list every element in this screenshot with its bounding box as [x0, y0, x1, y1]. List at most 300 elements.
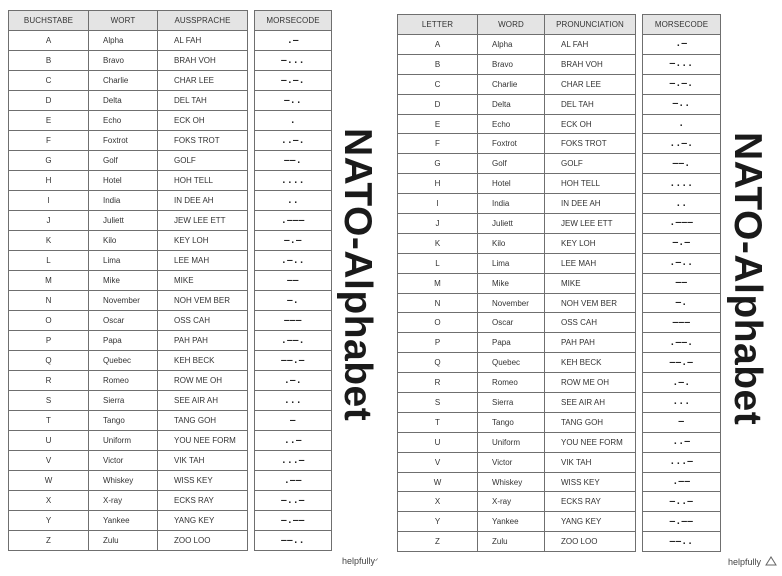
table-row — [398, 532, 636, 552]
cell-word: Kilo — [89, 231, 158, 251]
cell-pronunciation: KEY LOH — [545, 233, 636, 253]
cell-morse: ..–. — [255, 131, 332, 151]
cell-morse: .––– — [643, 214, 721, 234]
cell-letter: K — [398, 233, 478, 253]
table-row — [255, 51, 332, 71]
cell-pronunciation: DEL TAH — [545, 94, 636, 114]
cell-pronunciation: PAH PAH — [158, 331, 248, 351]
table-row — [398, 313, 636, 333]
table-row — [255, 231, 332, 251]
cell-letter: Z — [9, 531, 89, 551]
cell-word: Oscar — [478, 313, 545, 333]
cell-letter: W — [398, 472, 478, 492]
cell-morse: ––. — [643, 154, 721, 174]
header-word: WORD — [478, 15, 545, 35]
cell-pronunciation: DEL TAH — [158, 91, 248, 111]
cell-morse: . — [643, 114, 721, 134]
cell-letter: C — [398, 74, 478, 94]
table-row — [643, 492, 721, 512]
cell-morse: –..– — [255, 491, 332, 511]
cell-morse: .–. — [255, 371, 332, 391]
cell-letter: U — [9, 431, 89, 451]
table-row — [643, 313, 721, 333]
table-row — [398, 432, 636, 452]
cell-pronunciation: AL FAH — [158, 31, 248, 51]
table-row — [643, 353, 721, 373]
cell-morse: ––.. — [255, 531, 332, 551]
cell-word: Juliett — [478, 214, 545, 234]
cell-morse: .–. — [643, 373, 721, 393]
cell-letter: M — [9, 271, 89, 291]
cell-letter: D — [9, 91, 89, 111]
cell-letter: R — [398, 373, 478, 393]
sheet-english — [390, 0, 782, 576]
cell-morse: ––– — [255, 311, 332, 331]
cell-word: November — [89, 291, 158, 311]
cell-letter: O — [9, 311, 89, 331]
cell-letter: A — [9, 31, 89, 51]
table-row — [255, 491, 332, 511]
cell-word: Quebec — [478, 353, 545, 373]
cell-morse: –.–. — [255, 71, 332, 91]
cell-morse: ––.– — [643, 353, 721, 373]
table-row — [255, 331, 332, 351]
cell-morse: .... — [255, 171, 332, 191]
table-row — [9, 91, 248, 111]
nato-table-english — [397, 14, 636, 552]
cell-letter: T — [398, 412, 478, 432]
vertical-title: NATO-Alphabet — [726, 132, 769, 426]
cell-pronunciation: KEH BECK — [545, 353, 636, 373]
cell-word: Alpha — [478, 35, 545, 55]
cell-morse: .– — [255, 31, 332, 51]
table-row — [398, 492, 636, 512]
table-row — [643, 512, 721, 532]
cell-letter: C — [9, 71, 89, 91]
cell-pronunciation: MIKE — [545, 273, 636, 293]
cell-word: Whiskey — [89, 471, 158, 491]
cell-letter: G — [398, 154, 478, 174]
table-row — [398, 174, 636, 194]
cell-word: Bravo — [89, 51, 158, 71]
cell-morse: –.– — [643, 233, 721, 253]
cell-morse: – — [255, 411, 332, 431]
table-row — [9, 471, 248, 491]
table-row — [255, 431, 332, 451]
cell-letter: I — [398, 194, 478, 214]
cell-letter: Q — [398, 353, 478, 373]
cell-morse: –..– — [643, 492, 721, 512]
cell-pronunciation: OSS CAH — [158, 311, 248, 331]
table-row — [9, 411, 248, 431]
header-letter: LETTER — [398, 15, 478, 35]
header-pronunciation: PRONUNCIATION — [545, 15, 636, 35]
table-row — [398, 293, 636, 313]
cell-letter: F — [9, 131, 89, 151]
cell-letter: X — [398, 492, 478, 512]
table-row — [643, 194, 721, 214]
cell-morse: –.–– — [255, 511, 332, 531]
cell-morse: .–.. — [255, 251, 332, 271]
table-row — [9, 431, 248, 451]
header-morse: MORSECODE — [643, 15, 721, 35]
cell-letter: H — [398, 174, 478, 194]
table-row — [255, 211, 332, 231]
cell-morse: –.. — [643, 94, 721, 114]
table-row — [398, 194, 636, 214]
table-row — [643, 134, 721, 154]
cell-pronunciation: GOLF — [545, 154, 636, 174]
table-row — [643, 214, 721, 234]
table-row — [643, 154, 721, 174]
table-row — [398, 412, 636, 432]
table-row — [398, 393, 636, 413]
cell-pronunciation: HOH TELL — [158, 171, 248, 191]
cell-word: Bravo — [478, 54, 545, 74]
sheet-german — [0, 0, 386, 576]
cell-letter: L — [9, 251, 89, 271]
cell-pronunciation: YANG KEY — [158, 511, 248, 531]
cell-morse: .. — [643, 194, 721, 214]
cell-letter: O — [398, 313, 478, 333]
cell-word: Victor — [89, 451, 158, 471]
header-letter: BUCHSTABE — [9, 11, 89, 31]
cell-letter: T — [9, 411, 89, 431]
morse-table-german — [254, 10, 332, 551]
table-row — [643, 74, 721, 94]
cell-morse: –– — [643, 273, 721, 293]
table-row — [643, 94, 721, 114]
cell-word: Mike — [478, 273, 545, 293]
table-row — [255, 471, 332, 491]
cell-word: Mike — [89, 271, 158, 291]
table-row — [9, 511, 248, 531]
table-row — [9, 31, 248, 51]
table-row — [398, 134, 636, 154]
cell-word: X-ray — [89, 491, 158, 511]
cell-pronunciation: WISS KEY — [158, 471, 248, 491]
table-row — [255, 191, 332, 211]
cell-morse: ––.– — [255, 351, 332, 371]
cell-letter: J — [9, 211, 89, 231]
cell-word: Oscar — [89, 311, 158, 331]
table-row — [643, 233, 721, 253]
cell-letter: Q — [9, 351, 89, 371]
logo-mark-icon: ᐟ — [375, 557, 379, 566]
table-row — [643, 114, 721, 134]
table-row — [255, 511, 332, 531]
table-row — [9, 291, 248, 311]
table-row — [643, 452, 721, 472]
cell-pronunciation: ECKS RAY — [158, 491, 248, 511]
cell-word: Lima — [89, 251, 158, 271]
table-row — [643, 333, 721, 353]
cell-pronunciation: ZOO LOO — [545, 532, 636, 552]
table-row — [255, 351, 332, 371]
table-header-row — [398, 15, 636, 35]
cell-morse: –. — [643, 293, 721, 313]
header-pronunciation: AUSSPRACHE — [158, 11, 248, 31]
cell-word: Yankee — [89, 511, 158, 531]
cell-pronunciation: KEY LOH — [158, 231, 248, 251]
table-row — [398, 472, 636, 492]
cell-letter: Y — [9, 511, 89, 531]
cell-pronunciation: IN DEE AH — [158, 191, 248, 211]
table-row — [643, 432, 721, 452]
table-row — [255, 91, 332, 111]
cell-letter: V — [398, 452, 478, 472]
cell-morse: .––. — [643, 333, 721, 353]
table-row — [255, 531, 332, 551]
cell-pronunciation: YOU NEE FORM — [545, 432, 636, 452]
table-row — [643, 273, 721, 293]
table-row — [9, 51, 248, 71]
cell-pronunciation: TANG GOH — [545, 412, 636, 432]
table-row — [255, 311, 332, 331]
header-morse: MORSECODE — [255, 11, 332, 31]
table-row — [9, 71, 248, 91]
cell-pronunciation: BRAH VOH — [158, 51, 248, 71]
cell-morse: –... — [255, 51, 332, 71]
cell-letter: S — [398, 393, 478, 413]
cell-morse: .––. — [255, 331, 332, 351]
cell-letter: H — [9, 171, 89, 191]
cell-word: India — [89, 191, 158, 211]
table-row — [643, 54, 721, 74]
cell-word: Hotel — [478, 174, 545, 194]
cell-morse: .–– — [255, 471, 332, 491]
table-row — [643, 412, 721, 432]
cell-letter: A — [398, 35, 478, 55]
cell-word: Kilo — [478, 233, 545, 253]
cell-word: X-ray — [478, 492, 545, 512]
table-row — [9, 391, 248, 411]
cell-word: Golf — [478, 154, 545, 174]
nato-table-german — [8, 10, 248, 551]
table-row — [255, 411, 332, 431]
table-row — [9, 371, 248, 391]
cell-morse: –– — [255, 271, 332, 291]
cell-letter: B — [398, 54, 478, 74]
cell-morse: .– — [643, 35, 721, 55]
cell-pronunciation: AL FAH — [545, 35, 636, 55]
table-row — [398, 253, 636, 273]
cell-pronunciation: CHAR LEE — [545, 74, 636, 94]
cell-pronunciation: ECK OH — [545, 114, 636, 134]
cell-pronunciation: ECKS RAY — [545, 492, 636, 512]
cell-word: Golf — [89, 151, 158, 171]
table-row — [643, 174, 721, 194]
table-row — [9, 211, 248, 231]
table-row — [255, 111, 332, 131]
cell-letter: P — [398, 333, 478, 353]
table-row — [9, 311, 248, 331]
table-row — [9, 171, 248, 191]
cell-word: Echo — [89, 111, 158, 131]
table-header-row — [255, 11, 332, 31]
cell-word: Tango — [478, 412, 545, 432]
cell-morse: ..– — [643, 432, 721, 452]
cell-pronunciation: LEE MAH — [158, 251, 248, 271]
cell-letter: R — [9, 371, 89, 391]
cell-word: Lima — [478, 253, 545, 273]
cell-morse: –.– — [255, 231, 332, 251]
cell-word: Alpha — [89, 31, 158, 51]
table-row — [398, 35, 636, 55]
table-row — [9, 231, 248, 251]
table-row — [255, 291, 332, 311]
logo-text: helpfully — [342, 556, 376, 566]
table-row — [398, 214, 636, 234]
table-row — [9, 151, 248, 171]
cell-pronunciation: JEW LEE ETT — [545, 214, 636, 234]
cell-word: Hotel — [89, 171, 158, 191]
cell-letter: U — [398, 432, 478, 452]
cell-letter: N — [9, 291, 89, 311]
cell-word: Whiskey — [478, 472, 545, 492]
cell-morse: –... — [643, 54, 721, 74]
table-row — [398, 273, 636, 293]
cell-pronunciation: YOU NEE FORM — [158, 431, 248, 451]
cell-word: Charlie — [478, 74, 545, 94]
cell-pronunciation: FOKS TROT — [545, 134, 636, 154]
cell-morse: – — [643, 412, 721, 432]
table-row — [643, 532, 721, 552]
cell-morse: ..–. — [643, 134, 721, 154]
table-row — [255, 71, 332, 91]
cell-morse: . — [255, 111, 332, 131]
table-row — [9, 251, 248, 271]
cell-morse: ––.. — [643, 532, 721, 552]
table-row — [9, 111, 248, 131]
cell-morse: .. — [255, 191, 332, 211]
table-row — [255, 131, 332, 151]
cell-morse: .–.. — [643, 253, 721, 273]
table-row — [9, 491, 248, 511]
cell-letter: I — [9, 191, 89, 211]
logo-text: helpfully — [728, 557, 762, 567]
cell-pronunciation: CHAR LEE — [158, 71, 248, 91]
table-row — [9, 351, 248, 371]
cell-morse: –. — [255, 291, 332, 311]
cell-word: Uniform — [89, 431, 158, 451]
cell-pronunciation: FOKS TROT — [158, 131, 248, 151]
cell-letter: E — [398, 114, 478, 134]
cell-pronunciation: BRAH VOH — [545, 54, 636, 74]
table-row — [9, 451, 248, 471]
table-row — [398, 154, 636, 174]
cell-pronunciation: ROW ME OH — [158, 371, 248, 391]
cell-pronunciation: TANG GOH — [158, 411, 248, 431]
cell-letter: W — [9, 471, 89, 491]
cell-morse: ... — [643, 393, 721, 413]
table-row — [643, 253, 721, 273]
table-row — [255, 151, 332, 171]
cell-pronunciation: ROW ME OH — [545, 373, 636, 393]
table-row — [643, 393, 721, 413]
table-row — [398, 54, 636, 74]
table-header-row — [9, 11, 248, 31]
cell-pronunciation: OSS CAH — [545, 313, 636, 333]
table-row — [398, 94, 636, 114]
table-row — [255, 391, 332, 411]
table-row — [398, 333, 636, 353]
cell-word: India — [478, 194, 545, 214]
cell-word: Uniform — [478, 432, 545, 452]
cell-morse: .––– — [255, 211, 332, 231]
cell-letter: D — [398, 94, 478, 114]
cell-word: Sierra — [89, 391, 158, 411]
cell-pronunciation: PAH PAH — [545, 333, 636, 353]
cell-letter: G — [9, 151, 89, 171]
cell-morse: ––– — [643, 313, 721, 333]
cell-word: Delta — [89, 91, 158, 111]
cell-pronunciation: HOH TELL — [545, 174, 636, 194]
cell-pronunciation: ZOO LOO — [158, 531, 248, 551]
cell-word: Juliett — [89, 211, 158, 231]
cell-word: Foxtrot — [89, 131, 158, 151]
table-row — [255, 451, 332, 471]
cell-morse: ...– — [255, 451, 332, 471]
table-row — [398, 373, 636, 393]
table-row — [398, 353, 636, 373]
table-row — [9, 131, 248, 151]
table-row — [398, 452, 636, 472]
cell-letter: Y — [398, 512, 478, 532]
cell-pronunciation: NOH VEM BER — [158, 291, 248, 311]
cell-pronunciation: ECK OH — [158, 111, 248, 131]
cell-letter: S — [9, 391, 89, 411]
cell-word: November — [478, 293, 545, 313]
cell-word: Echo — [478, 114, 545, 134]
table-row — [255, 31, 332, 51]
cell-letter: B — [9, 51, 89, 71]
table-row — [9, 191, 248, 211]
cell-morse: ... — [255, 391, 332, 411]
table-row — [643, 472, 721, 492]
cell-morse: –.–– — [643, 512, 721, 532]
cell-letter: N — [398, 293, 478, 313]
table-row — [255, 251, 332, 271]
cell-pronunciation: KEH BECK — [158, 351, 248, 371]
cell-letter: J — [398, 214, 478, 234]
cell-word: Papa — [89, 331, 158, 351]
cell-pronunciation: NOH VEM BER — [545, 293, 636, 313]
cell-morse: –.–. — [643, 74, 721, 94]
table-row — [398, 114, 636, 134]
table-row — [643, 35, 721, 55]
table-row — [9, 531, 248, 551]
cell-pronunciation: MIKE — [158, 271, 248, 291]
cell-pronunciation: WISS KEY — [545, 472, 636, 492]
table-row — [398, 74, 636, 94]
cell-word: Quebec — [89, 351, 158, 371]
cell-word: Delta — [478, 94, 545, 114]
cell-morse: .... — [643, 174, 721, 194]
cell-pronunciation: YANG KEY — [545, 512, 636, 532]
vertical-title: NATO-Alphabet — [336, 128, 379, 422]
cell-letter: X — [9, 491, 89, 511]
cell-letter: E — [9, 111, 89, 131]
table-row — [255, 371, 332, 391]
cell-morse: .–– — [643, 472, 721, 492]
cell-word: Sierra — [478, 393, 545, 413]
cell-word: Victor — [478, 452, 545, 472]
cell-word: Zulu — [478, 532, 545, 552]
helpfully-logo — [342, 556, 378, 566]
table-row — [9, 331, 248, 351]
cell-morse: ...– — [643, 452, 721, 472]
